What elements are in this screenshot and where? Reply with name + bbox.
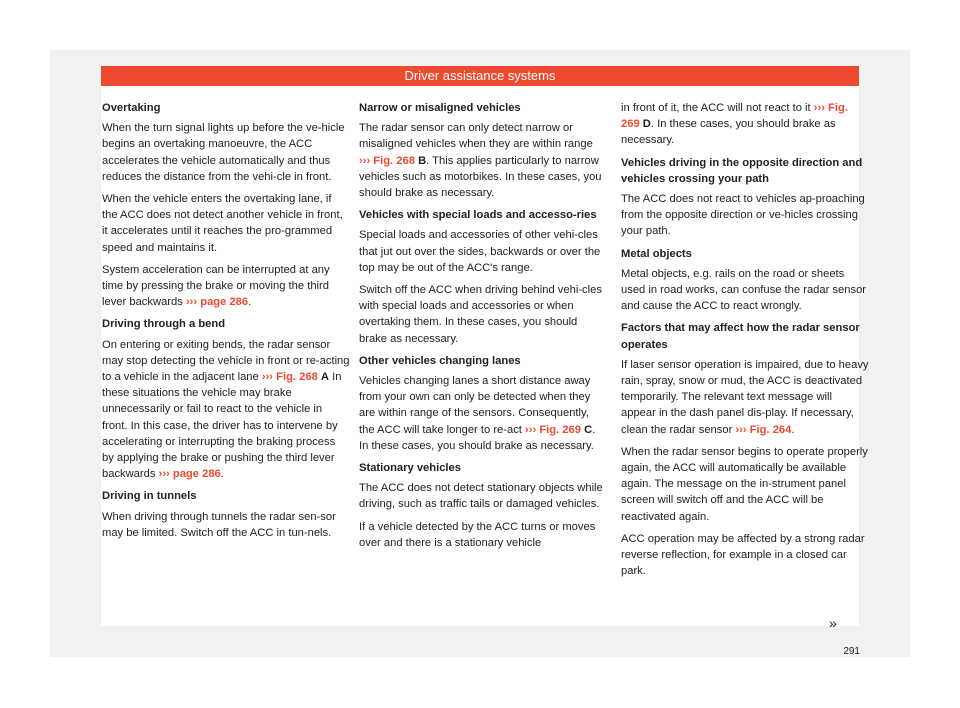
text: In these situations the vehicle may brake unnecessarily or fail to react to the vehicle in front. In this case, the driver has to intervene by accelerating or interrupting the braking process by applying the brake or pushing the third lever backwards [102,371,342,481]
figure-reference-link[interactable]: ››› Fig. 269 [621,102,848,131]
figure-reference-link[interactable]: ››› Fig. 268 [261,371,318,384]
paragraph: If a vehicle detected by the ACC turns or moves over and there is a stationary vehicle [359,520,596,549]
heading-bend: Driving through a bend [102,318,226,331]
section-header: Driver assistance systems [101,66,859,86]
paragraph [359,373,607,454]
paragraph: When the vehicle enters the overtaking lane, if the ACC does not detect another vehicle in front, it accelerates until it reaches the pro-grammed speed and maintains it. [102,193,343,254]
paragraph [621,100,869,149]
paragraph [102,337,350,483]
text: If laser sensor operation is impaired, due to heavy rain, spray, snow or mud, the ACC is deactivated temporarily. The relevant text message will appear in the dash panel dis-play. If necessary, clean the radar sensor [621,358,869,436]
column-3 [621,100,869,585]
paragraph: Switch off the ACC when driving behind vehi-cles with special loads and accessories or when overtaking them. In these cases, you should brake as necessary. [359,284,602,345]
heading-tunnels: Driving in tunnels [102,490,197,503]
text: . [791,423,795,436]
text: System acceleration can be interrupted at any time by pressing the brake or moving the third lever backwards [102,263,330,309]
figure-letter: C [584,423,593,436]
figure-letter: D [642,118,651,131]
paragraph: ACC operation may be affected by a strong radar reverse reflection, for example in a closed car park. [621,532,865,578]
continue-arrow-icon: » [829,615,837,631]
text: Vehicles changing lanes a short distance away from your own can only be detected when they are within range of the sensors. Consequently, the ACC will take longer to re-act [359,375,591,436]
paragraph: When driving through tunnels the radar sen-sor may be limited. Switch off the ACC in tun-nels. [102,510,336,539]
heading-stationary: Stationary vehicles [359,462,461,475]
paragraph: Special loads and accessories of other vehi-cles that jut out over the sides, backwards or over the top may be out of the ACC's range. [359,229,601,274]
text: in front of it, the ACC will not react to it [621,102,814,114]
heading-lanes: Other vehicles changing lanes [359,354,521,367]
text: . This applies particularly to narrow vehicles such as motorbikes. In these cases, you should brake as necessary. [359,154,602,200]
text: On entering or exiting bends, the radar sensor may stop detecting the vehicle in front or re-acting to a vehicle in the adjacent lane [102,338,350,384]
paragraph [359,120,607,201]
figure-letter: A [320,371,329,384]
figure-reference-link[interactable]: ››› Fig. 269 [525,423,581,436]
paragraph: The ACC does not react to vehicles ap-proaching from the opposite direction or ve-hicles crossing your path. [621,193,865,238]
column-2 [359,100,607,557]
heading-loads: Vehicles with special loads and accesso-ries [359,209,597,222]
heading-opposite: Vehicles driving in the opposite direction and vehicles crossing your path [621,156,863,185]
page-content [101,86,869,626]
paragraph: Metal objects, e.g. rails on the road or sheets used in road works, can confuse the radar sensor and cause the ACC to react wrongly. [621,267,867,313]
figure-reference-link[interactable]: ››› Fig. 268 [359,154,415,167]
heading-factors: Factors that may affect how the radar sensor operates [621,322,860,351]
paragraph: The ACC does not detect stationary objects while driving, such as traffic tails or damaged vehicles. [359,482,603,511]
text: . [248,296,252,309]
page-reference-link[interactable]: ››› page 286 [185,296,249,309]
heading-overtaking: Overtaking [102,102,161,114]
text: . In these cases, you should brake as necessary. [359,423,596,452]
paragraph [102,262,350,311]
page-number: 291 [843,646,860,657]
column-1 [102,100,350,547]
text: . In these cases, you should brake as necessary. [621,118,836,147]
paragraph [621,357,869,438]
heading-metal: Metal objects [621,247,692,260]
text: . [220,468,224,481]
paragraph: When the radar sensor begins to operate properly again, the ACC will automatically be available again. The message on the in-strument panel screen will switch off and the ACC will be reactivated again. [621,445,868,523]
text: The radar sensor can only detect narrow or misaligned vehicles when they are within range [359,122,593,151]
paragraph: When the turn signal lights up before the ve-hicle begins an overtaking manoeuvre, the ACC accelerates the vehicle automatically and thus reduces the distance from the vehi-cle in front. [102,122,345,183]
figure-letter: B [418,154,427,167]
figure-reference-link[interactable]: ››› Fig. 264 [735,423,792,436]
heading-narrow: Narrow or misaligned vehicles [359,102,521,114]
page-reference-link[interactable]: ››› page 286 [158,468,221,481]
